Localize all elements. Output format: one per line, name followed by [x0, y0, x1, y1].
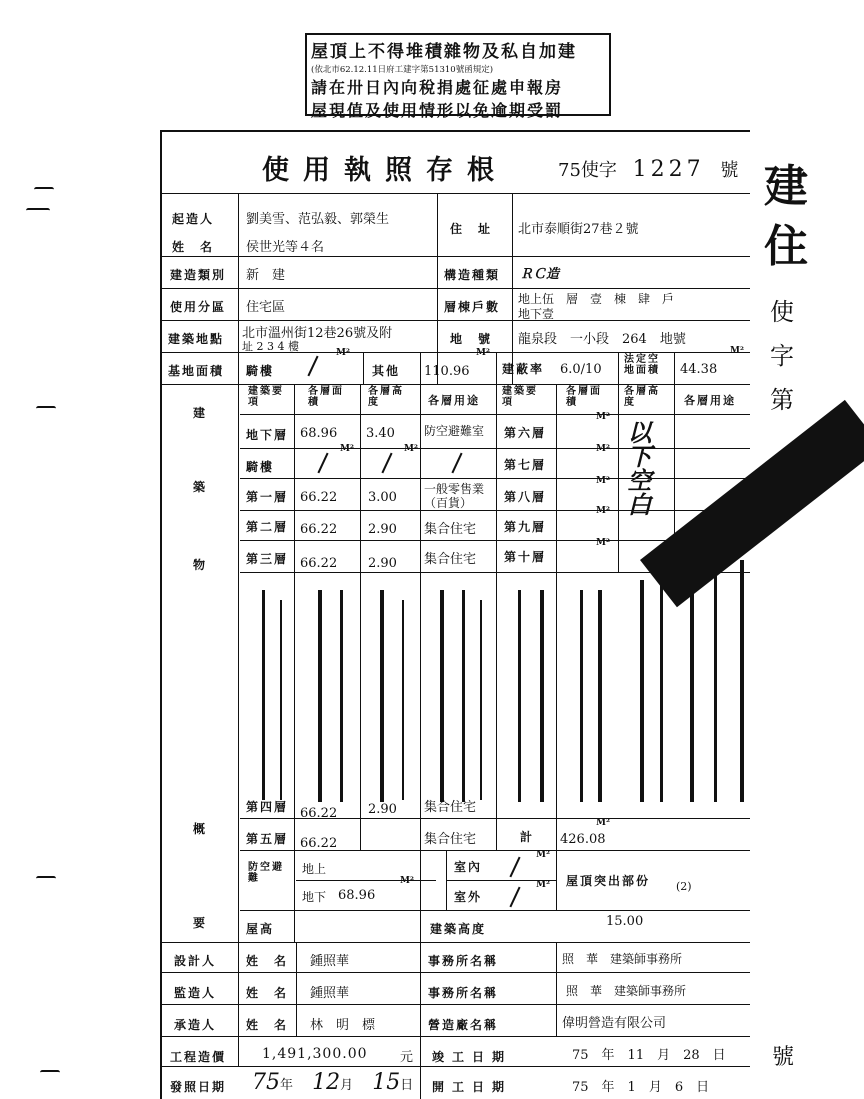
- floor-1-use-2: （百貨）: [424, 496, 473, 510]
- blank-note: 以下空白: [623, 420, 652, 516]
- notice-line-3: 請在卅日內向稅捐處征處申報房: [311, 78, 564, 97]
- floor-9-label: 第九層: [504, 520, 547, 534]
- rule: [556, 942, 557, 1036]
- rule: [160, 1066, 750, 1067]
- floor-5-use: 集合住宅: [424, 832, 477, 847]
- permit-number-value: 1227: [632, 157, 705, 182]
- margin-mark: [34, 187, 54, 192]
- floor-1-use-1: 一般零售業: [424, 482, 485, 496]
- unit-label: M²: [596, 538, 610, 548]
- unit-label: M²: [536, 880, 550, 890]
- adjacent-page-char: 建: [764, 161, 808, 212]
- floor-1-area: 66.22: [300, 490, 338, 505]
- rule: [512, 193, 513, 385]
- rule: [160, 384, 750, 385]
- shelter-below-label: 地下: [302, 890, 327, 904]
- site-location-value-2: 址 2 3 4 樓: [242, 340, 299, 353]
- site-area-label: 基地面積: [168, 364, 225, 378]
- rule: [446, 850, 447, 910]
- column-area-header-2: 各層面積: [566, 386, 602, 408]
- scan-streak: [518, 590, 521, 802]
- rule: [160, 1004, 750, 1005]
- indoor-label: 室內: [454, 860, 483, 874]
- rule: [496, 352, 497, 850]
- basement-height: 3.40: [366, 426, 395, 441]
- issue-date-value: [252, 1070, 413, 1095]
- applicant-name-label: 姓 名: [172, 240, 215, 254]
- other-label: 其他: [372, 364, 401, 378]
- contractor-name-label: 姓 名: [246, 1018, 289, 1032]
- rule: [296, 880, 436, 881]
- building-summary-char-3: 物: [193, 558, 208, 572]
- rule: [420, 942, 421, 1099]
- adjacent-page-char: 字: [770, 342, 794, 370]
- floor-1-label: 第一層: [246, 490, 289, 504]
- scan-streak: [280, 600, 282, 800]
- structure-type-label: 構造種類: [444, 268, 501, 282]
- floor-4-area: 66.22: [300, 806, 338, 821]
- legal-open-space-value: 44.38: [680, 362, 718, 377]
- unit-label: M²: [730, 346, 744, 356]
- building-summary-char-4: 概: [193, 822, 208, 836]
- cost-unit: 元: [400, 1050, 414, 1065]
- legal-open-space-label: 法定空地面積: [624, 354, 660, 376]
- designer-office: 照 華 建築師事務所: [562, 952, 683, 966]
- floors-value-2: 地下壹: [518, 307, 555, 321]
- roof-protrusion-value: (2): [676, 880, 692, 893]
- contractor-label: 承造人: [174, 1018, 217, 1032]
- scan-streak: [714, 570, 717, 802]
- unit-label: M²: [336, 348, 350, 358]
- unit-label: M²: [596, 506, 610, 516]
- scan-streak: [262, 590, 265, 800]
- supervisor-name-label: 姓 名: [246, 986, 289, 1000]
- address-label: 住 址: [450, 222, 493, 236]
- scan-streak: [740, 560, 744, 802]
- issue-month: 12: [312, 1070, 341, 1095]
- floors-value-1: 地上伍 層 壹 棟 肆 戶: [518, 292, 675, 306]
- notice-stamp: [305, 33, 611, 120]
- completion-date-label: 竣工日期: [432, 1050, 513, 1064]
- floors-label: 層棟戶數: [444, 300, 501, 314]
- permit-suffix: 號: [720, 160, 739, 181]
- rule: [160, 942, 750, 943]
- column-item-header: 建築要項: [248, 386, 284, 408]
- designer-office-label: 事務所名稱: [428, 954, 499, 968]
- contractor-firm-label: 營造廠名稱: [428, 1018, 499, 1032]
- total-label: 計: [520, 830, 535, 844]
- scan-streak: [540, 590, 544, 802]
- supervisor-office-label: 事務所名稱: [428, 986, 499, 1000]
- unit-label: M²: [400, 876, 414, 886]
- building-summary-char-2: 築: [193, 480, 208, 494]
- rule: [618, 352, 619, 572]
- land-number-label: 地 號: [450, 332, 493, 346]
- total-area: 426.08: [560, 832, 606, 847]
- rule: [363, 352, 364, 385]
- floor-3-height: 2.90: [368, 556, 397, 571]
- unit-label: M²: [596, 476, 610, 486]
- roof-protrusion-label: 屋頂突出部份: [566, 874, 651, 888]
- building-height-label: 建築高度: [430, 922, 487, 936]
- cost-label: 工程造價: [170, 1050, 227, 1064]
- column-use-header: 各層用途: [428, 394, 480, 407]
- floor-8-label: 第八層: [504, 490, 547, 504]
- rule: [240, 910, 750, 911]
- building-summary-char-5: 要: [193, 916, 208, 930]
- adjacent-page-char: 第: [770, 386, 794, 414]
- column-height-header: 各層高度: [368, 386, 404, 408]
- notice-line-1: 屋頂上不得堆積雜物及私自加建: [311, 42, 577, 62]
- issue-month-unit: 月: [340, 1078, 354, 1093]
- outdoor-label: 室外: [454, 890, 483, 904]
- building-category-label: 建造類別: [170, 268, 227, 282]
- unit-label: M²: [536, 850, 550, 860]
- land-number-value: 龍泉段 一小段 264 地號: [518, 332, 686, 347]
- building-summary-char-1: 建: [193, 406, 208, 420]
- notice-line-2: (依北市62.12.11日府工建字第51310號函規定): [311, 65, 494, 75]
- building-height-value: 15.00: [606, 914, 644, 929]
- rule: [160, 1036, 750, 1037]
- unit-label: M²: [596, 444, 610, 454]
- unit-label: M²: [476, 348, 490, 358]
- scan-streak: [640, 580, 644, 802]
- applicant-label: 起造人: [172, 212, 215, 226]
- floor-2-area: 66.22: [300, 522, 338, 537]
- structure-type-value: ＲＣ造: [520, 267, 560, 282]
- roof-height-label: 屋高: [246, 922, 275, 936]
- contractor-firm: 偉明營造有限公司: [562, 1016, 667, 1031]
- contractor-name: 林 明 標: [310, 1018, 376, 1033]
- scan-streak: [580, 590, 583, 802]
- column-area-header: 各層面積: [308, 386, 344, 408]
- floor-6-label: 第六層: [504, 426, 547, 440]
- floor-2-label: 第二層: [246, 520, 289, 534]
- floor-3-label: 第三層: [246, 552, 289, 566]
- rule: [238, 193, 239, 1066]
- rule: [296, 942, 297, 1036]
- scan-streak: [660, 580, 663, 802]
- address-value: 北市泰順街27巷２號: [518, 222, 639, 237]
- adjacent-page-char: 住: [764, 221, 808, 272]
- scan-streak: [318, 590, 322, 802]
- scan-streak: [690, 580, 694, 802]
- rule: [160, 256, 750, 257]
- floor-2-height: 2.90: [368, 522, 397, 537]
- scan-streak: [480, 600, 482, 800]
- start-date-value: 75 年 1 月 6 日: [572, 1080, 710, 1095]
- floor-2-use: 集合住宅: [424, 522, 477, 537]
- unit-label: M²: [404, 444, 418, 454]
- scan-streak: [380, 590, 384, 802]
- floor-4-use: 集合住宅: [424, 800, 477, 815]
- basement-label: 地下層: [246, 428, 289, 442]
- shelter-below-area: 68.96: [338, 888, 376, 903]
- supervisor-label: 監造人: [174, 986, 217, 1000]
- permit-prefix: 75使字: [558, 160, 617, 181]
- floor-4-height: 2.90: [368, 802, 397, 817]
- column-height-header-2: 各層高度: [624, 386, 660, 408]
- cost-value: 1,491,300.00: [262, 1046, 368, 1062]
- column-item-header-2: 建築要項: [502, 386, 538, 408]
- scan-streak: [402, 600, 404, 800]
- start-date-label: 開工日期: [432, 1080, 513, 1094]
- margin-mark: [26, 208, 50, 213]
- designer-name-label: 姓 名: [246, 954, 289, 968]
- issue-year: 75: [252, 1070, 280, 1095]
- shelter-label: 防空避難: [248, 862, 284, 884]
- site-location-value: 北市溫州街12巷26號及附: [242, 326, 393, 341]
- coverage-value: 6.0/10: [560, 362, 602, 377]
- rule: [437, 193, 438, 385]
- floor-3-area: 66.22: [300, 556, 338, 571]
- column-use-header-2: 各層用途: [684, 394, 736, 407]
- rule: [160, 972, 750, 973]
- supervisor-office: 照 華 建築師事務所: [566, 984, 687, 998]
- unit-label: M²: [596, 412, 610, 422]
- rule: [420, 352, 421, 942]
- floor-5-label: 第五層: [246, 832, 289, 846]
- notice-line-4: 屋現值及使用情形以免逾期受罰: [311, 101, 564, 120]
- use-zone-value: 住宅區: [246, 300, 286, 315]
- permit-number: [558, 156, 738, 182]
- designer-name: 鍾照華: [310, 954, 350, 969]
- form-title: 使用執照存根: [262, 155, 508, 186]
- scan-streak: [440, 590, 444, 802]
- margin-mark: [36, 406, 56, 411]
- scan-streak: [598, 590, 602, 802]
- arcade-label: 騎樓: [246, 364, 275, 378]
- adjacent-page-char: 號: [772, 1045, 795, 1070]
- other-area-value: 110.96: [424, 364, 470, 379]
- floor-3-use: 集合住宅: [424, 552, 477, 567]
- margin-mark: [40, 1070, 60, 1075]
- issue-date-label: 發照日期: [170, 1080, 227, 1094]
- issue-day-unit: 日: [400, 1078, 414, 1093]
- rule: [556, 384, 557, 910]
- shelter-above-label: 地上: [302, 862, 327, 876]
- floor-10-label: 第十層: [504, 550, 547, 564]
- basement-area: 68.96: [300, 426, 338, 441]
- supervisor-name: 鍾照華: [310, 986, 350, 1001]
- issue-day: 15: [372, 1070, 401, 1095]
- floor-1-height: 3.00: [368, 490, 397, 505]
- scan-streak: [462, 590, 465, 802]
- rule: [160, 288, 750, 289]
- applicant-names-1: 劉美雪、范弘毅、郭榮生: [246, 212, 390, 227]
- rule: [160, 320, 750, 321]
- coverage-label: 建蔽率: [502, 362, 545, 376]
- floor-7-label: 第七層: [504, 458, 547, 472]
- rule: [160, 193, 750, 194]
- scan-streak: [340, 590, 343, 802]
- unit-label: M²: [340, 444, 354, 454]
- floor-5-area: 66.22: [300, 836, 338, 851]
- use-zone-label: 使用分區: [170, 300, 227, 314]
- margin-mark: [36, 876, 56, 881]
- adjacent-page-char: 使: [770, 298, 794, 326]
- designer-label: 設計人: [174, 954, 217, 968]
- building-category-value: 新 建: [246, 268, 286, 283]
- rule: [360, 384, 361, 850]
- issue-year-unit: 年: [280, 1078, 294, 1093]
- completion-date-value: 75 年 11 月 28 日: [572, 1048, 726, 1063]
- rule: [294, 384, 295, 942]
- basement-use: 防空避難室: [424, 424, 485, 438]
- unit-label: M²: [596, 818, 610, 828]
- floor-4-label: 第四層: [246, 800, 289, 814]
- applicant-names-2: 侯世光等４名: [246, 240, 325, 255]
- site-location-label: 建築地點: [168, 332, 225, 346]
- arcade-row-label: 騎樓: [246, 460, 275, 474]
